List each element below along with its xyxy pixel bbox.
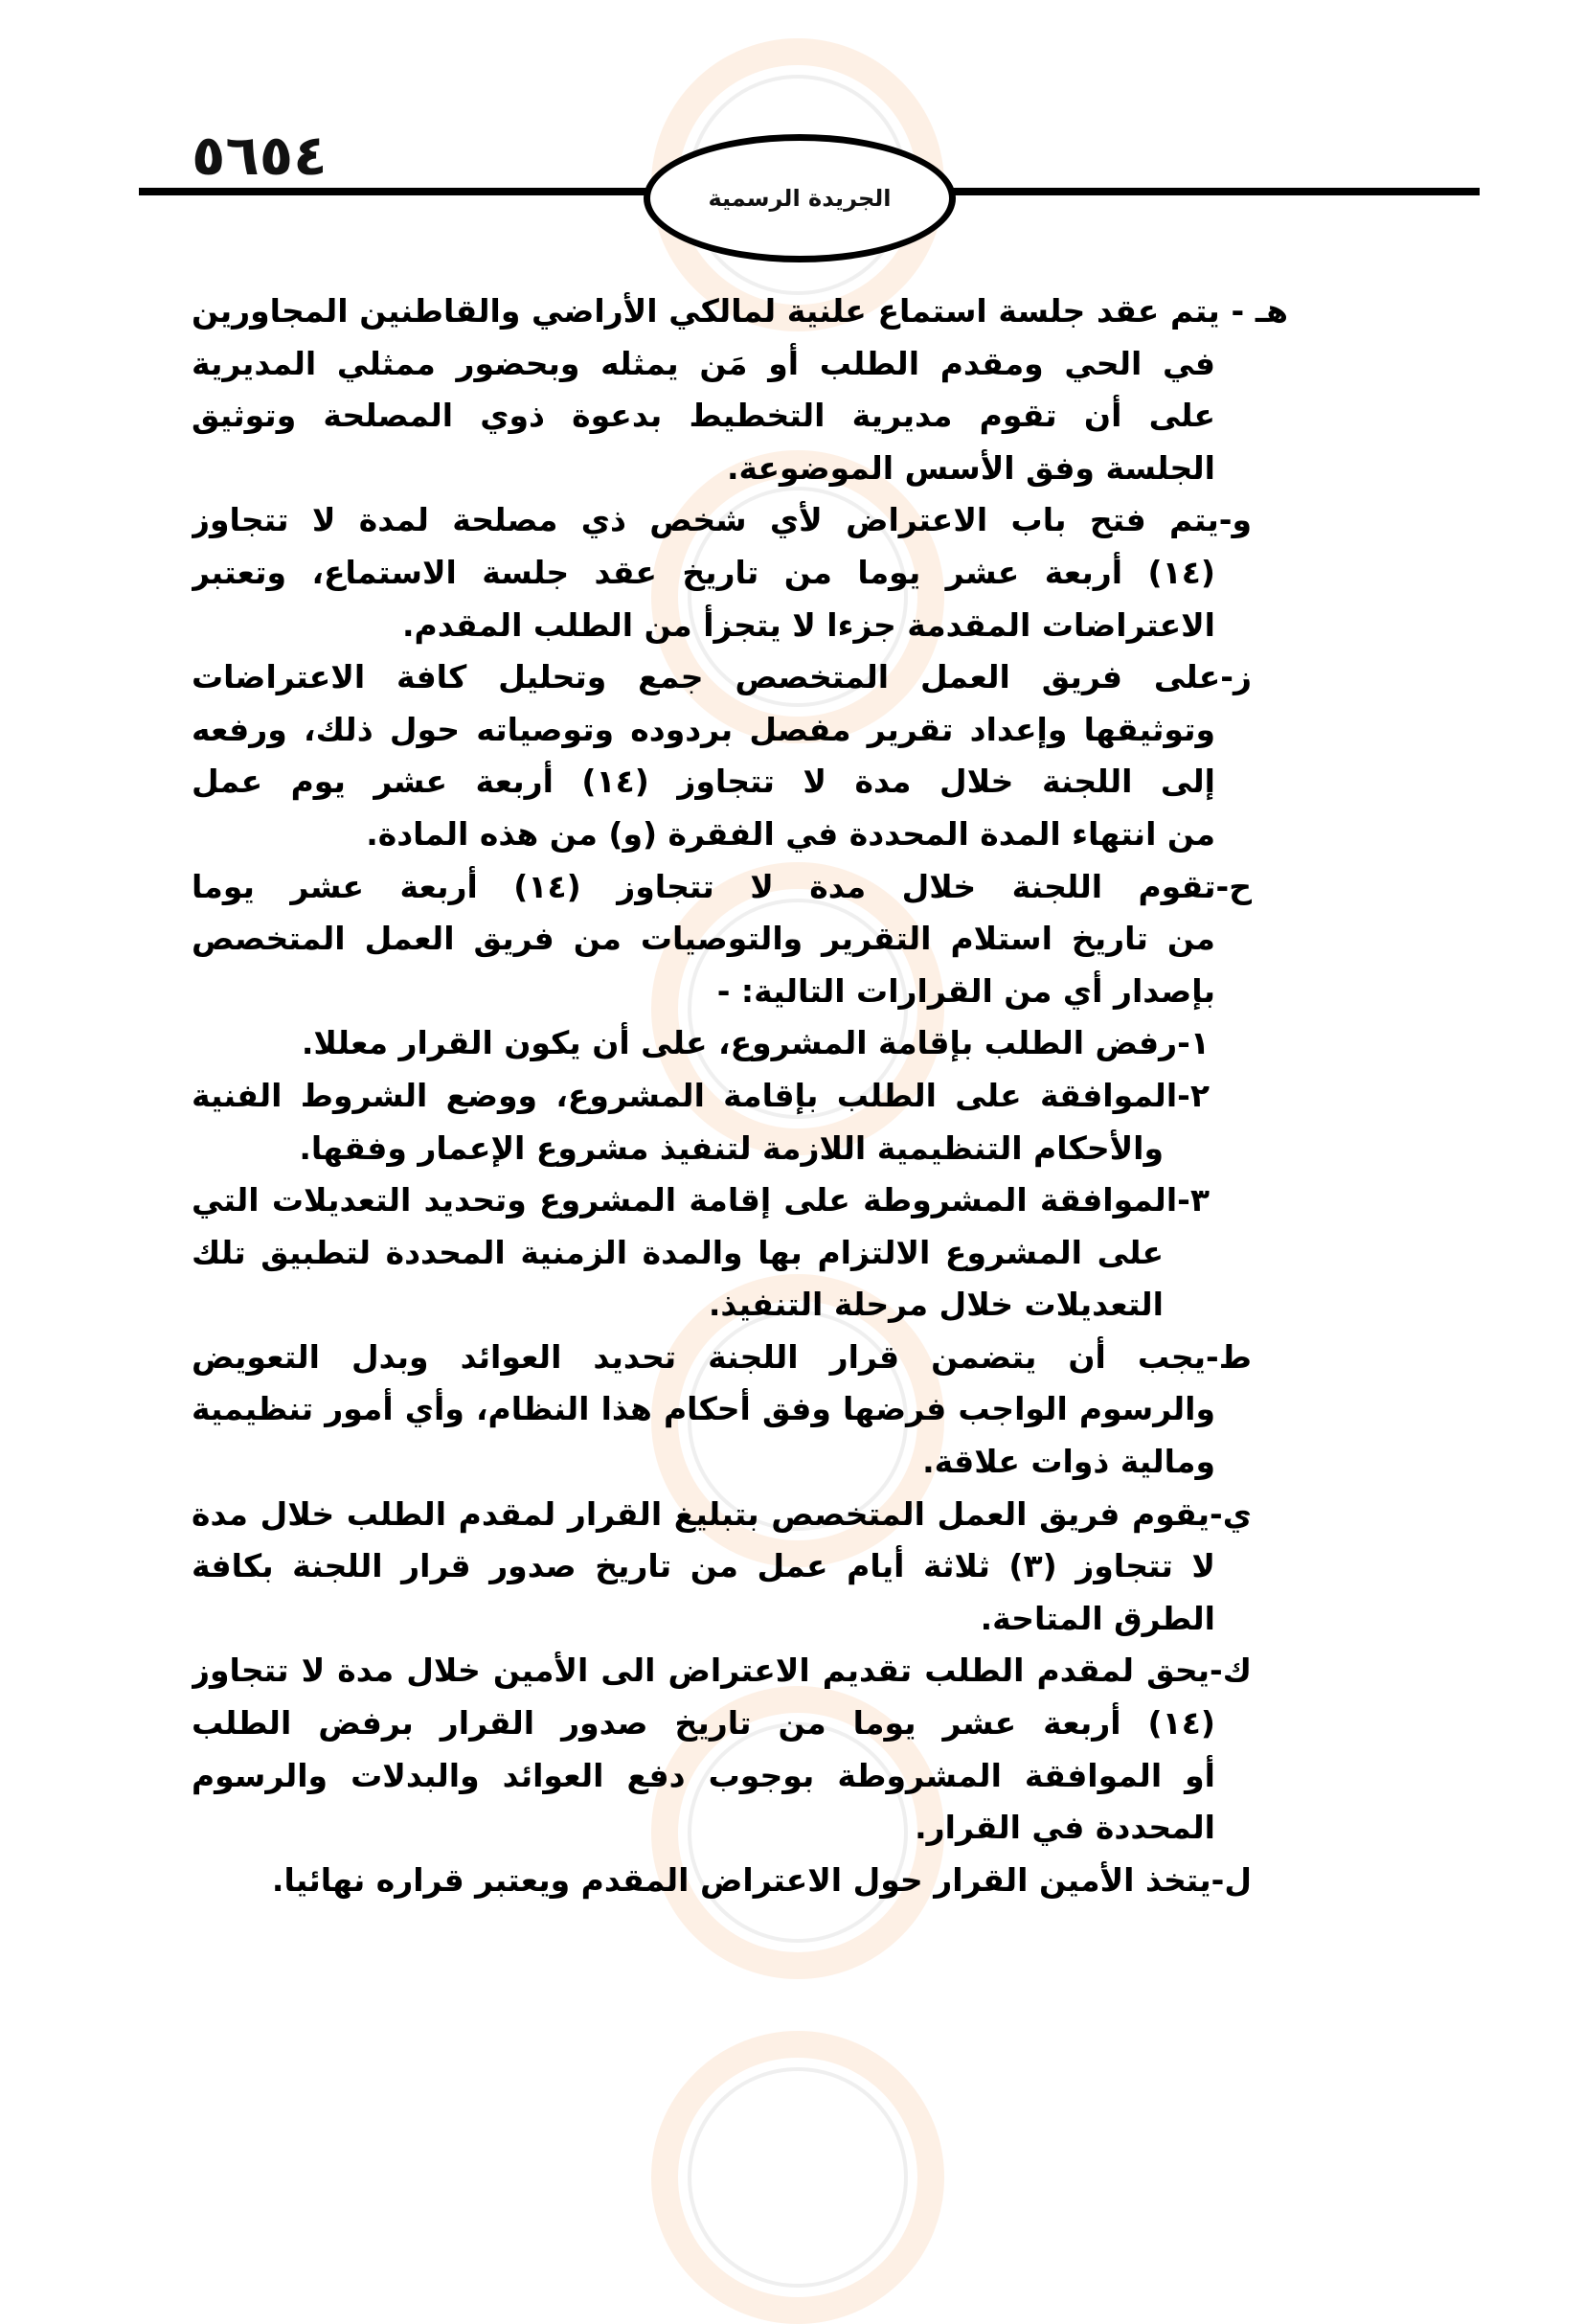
text-line: (١٤) أربعة عشر يوما من تاريخ عقد جلسة الاستماع، وتعتبر bbox=[192, 553, 1215, 591]
text-line: والأحكام التنظيمية اللازمة لتنفيذ مشروع الإعمار وفقها. bbox=[299, 1128, 1164, 1167]
text-line: التعديلات خلال مرحلة التنفيذ. bbox=[708, 1286, 1164, 1324]
text-line: وتوثيقها وإعداد تقرير مفصل بردوده وتوصياته حول ذلك، ورفعه bbox=[192, 710, 1215, 748]
text-line: بإصدار أي من القرارات التالية: - bbox=[716, 971, 1215, 1010]
text-line: المحددة في القرار. bbox=[915, 1809, 1215, 1847]
text-line: ٢-الموافقة على الطلب بإقامة المشروع، ووضع الشروط الفنية bbox=[192, 1076, 1210, 1114]
text-line: على المشروع الالتزام بها والمدة الزمنية المحددة لتطبيق تلك bbox=[192, 1233, 1164, 1271]
text-line: في الحي ومقدم الطلب أو مَن يمثله وبحضور ممثلي المديرية bbox=[192, 344, 1215, 382]
text-line: على أن تقوم مديرية التخطيط بدعوة ذوي المصلحة وتوثيق bbox=[192, 397, 1215, 435]
text-line: ط-يجب أن يتضمن قرار اللجنة تحديد العوائد وبدل التعويض bbox=[192, 1337, 1252, 1376]
publication-seal bbox=[644, 134, 956, 262]
text-line: ل-يتخذ الأمين القرار حول الاعتراض المقدم ويعتبر قراره نهائيا. bbox=[271, 1860, 1252, 1899]
text-line: ز-على فريق العمل المتخصص جمع وتحليل كافة الاعتراضات bbox=[192, 658, 1252, 696]
text-line: من تاريخ استلام التقرير والتوصيات من فريق العمل المتخصص bbox=[192, 920, 1215, 958]
text-line: الطرق المتاحة. bbox=[980, 1599, 1215, 1637]
text-line: ح-تقوم اللجنة خلال مدة لا تتجاوز (١٤) أربعة عشر يوما bbox=[192, 867, 1252, 905]
text-line: إلى اللجنة خلال مدة لا تتجاوز (١٤) أربعة عشر يوم عمل bbox=[192, 763, 1215, 801]
text-line: ي-يقوم فريق العمل المتخصص بتبليغ القرار لمقدم الطلب خلال مدة bbox=[192, 1494, 1252, 1533]
text-line: ٣-الموافقة المشروطة على إقامة المشروع وتحديد التعديلات التي bbox=[192, 1181, 1210, 1219]
document-body bbox=[192, 285, 1288, 1906]
publication-title: الجريدة الرسمية bbox=[708, 185, 892, 212]
page-number: ٥٦٥٤ bbox=[192, 123, 328, 188]
text-line: ومالية ذوات علاقة. bbox=[922, 1443, 1215, 1481]
text-line: هـ - يتم عقد جلسة استماع علنية لمالكي الأراضي والقاطنين المجاورين bbox=[192, 292, 1288, 330]
text-line: أو الموافقة المشروطة بوجوب دفع العوائد والبدلات والرسوم bbox=[192, 1756, 1215, 1794]
text-line: الجلسة وفق الأسس الموضوعة. bbox=[726, 448, 1215, 487]
watermark-clock-icon bbox=[651, 2031, 944, 2324]
text-line: الاعتراضات المقدمة جزءا لا يتجزأ من الطلب المقدم. bbox=[402, 605, 1215, 644]
text-line: لا تتجاوز (٣) ثلاثة أيام عمل من تاريخ صدور قرار اللجنة بكافة bbox=[192, 1547, 1215, 1585]
text-line: (١٤) أربعة عشر يوما من تاريخ صدور القرار برفض الطلب bbox=[192, 1704, 1215, 1743]
text-line: و-يتم فتح باب الاعتراض لأي شخص ذي مصلحة لمدة لا تتجاوز bbox=[192, 501, 1252, 539]
text-line: ك-يحق لمقدم الطلب تقديم الاعتراض الى الأمين خلال مدة لا تتجاوز bbox=[192, 1652, 1252, 1690]
text-line: ١-رفض الطلب بإقامة المشروع، على أن يكون القرار معللا. bbox=[301, 1024, 1210, 1062]
text-line: من انتهاء المدة المحددة في الفقرة (و) من هذه المادة. bbox=[366, 814, 1215, 853]
text-line: والرسوم الواجب فرضها وفق أحكام هذا النظام، وأي أمور تنظيمية bbox=[192, 1390, 1215, 1428]
